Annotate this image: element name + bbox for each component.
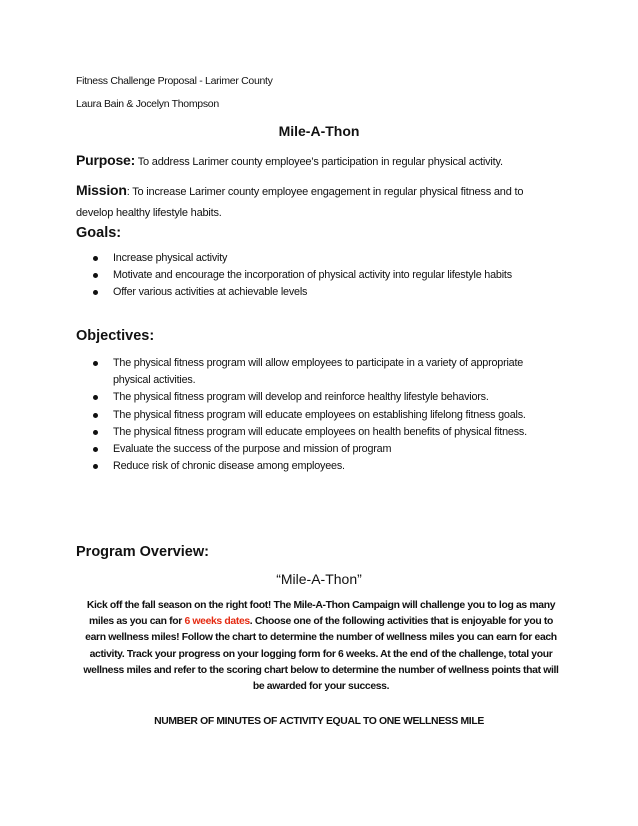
document-title: Mile-A-Thon [278,123,360,139]
purpose-text: To address Larimer county employee’s participation in regular physical activity. [135,156,503,168]
goal-item: Motivate and encourage the incorporation of physical activity into regular lifestyle habits [92,267,552,284]
objective-item: The physical fitness program will develop and reinforce healthy lifestyle behaviors. [92,389,552,406]
mission-text: : To increase Larimer county employee engagement in regular physical fitness and to develop healthy lifestyle habits. [76,186,524,219]
mission-label: Mission [76,182,127,198]
objective-item: Reduce risk of chronic disease among employees. [92,458,552,475]
proposal-title-line: Fitness Challenge Proposal - Larimer County [76,75,273,87]
program-overview-heading: Program Overview: [76,544,209,560]
mission-paragraph [76,180,562,224]
objective-item: The physical fitness program will educate employees on health benefits of physical fitness. [92,424,552,441]
authors-line: Laura Bain & Jocelyn Thompson [76,98,219,110]
goals-heading: Goals: [76,225,122,241]
program-description [82,598,560,695]
objective-item: The physical fitness program will allow employees to participate in a variety of appropriate physical activities. [92,355,552,389]
purpose-paragraph [76,150,566,173]
objectives-heading: Objectives: [76,328,155,344]
goals-list [92,250,552,302]
purpose-label: Purpose: [76,152,136,168]
goal-item: Offer various activities at achievable levels [92,284,552,301]
objective-item: The physical fitness program will educate employees on establishing lifelong fitness goals. [92,407,552,424]
program-name-quote: “Mile-A-Thon” [276,571,362,587]
activity-table-heading: NUMBER OF MINUTES OF ACTIVITY EQUAL TO ONE WELLNESS MILE [154,716,484,727]
weeks-dates-highlight: 6 weeks dates [184,616,250,628]
goal-item: Increase physical activity [92,250,552,267]
description-text-start: Kick off the fall season on the right foot! The Mile-A-Thon Campaign will challenge you to log as many miles as you can for [86,600,556,628]
description-text-end: . Choose one of the following activities that is enjoyable for you to earn wellness miles! Follow the chart to determine the number of wellness miles you can earn for each activity. Track your progress on your logging form for 6 weeks. At the end of the challenge, total your wellness miles and refer to the scoring chart below to determine the number of wellness points that will be awarded for your success. [83,616,559,693]
objectives-list [92,355,552,475]
objective-item: Evaluate the success of the purpose and mission of program [92,441,552,458]
